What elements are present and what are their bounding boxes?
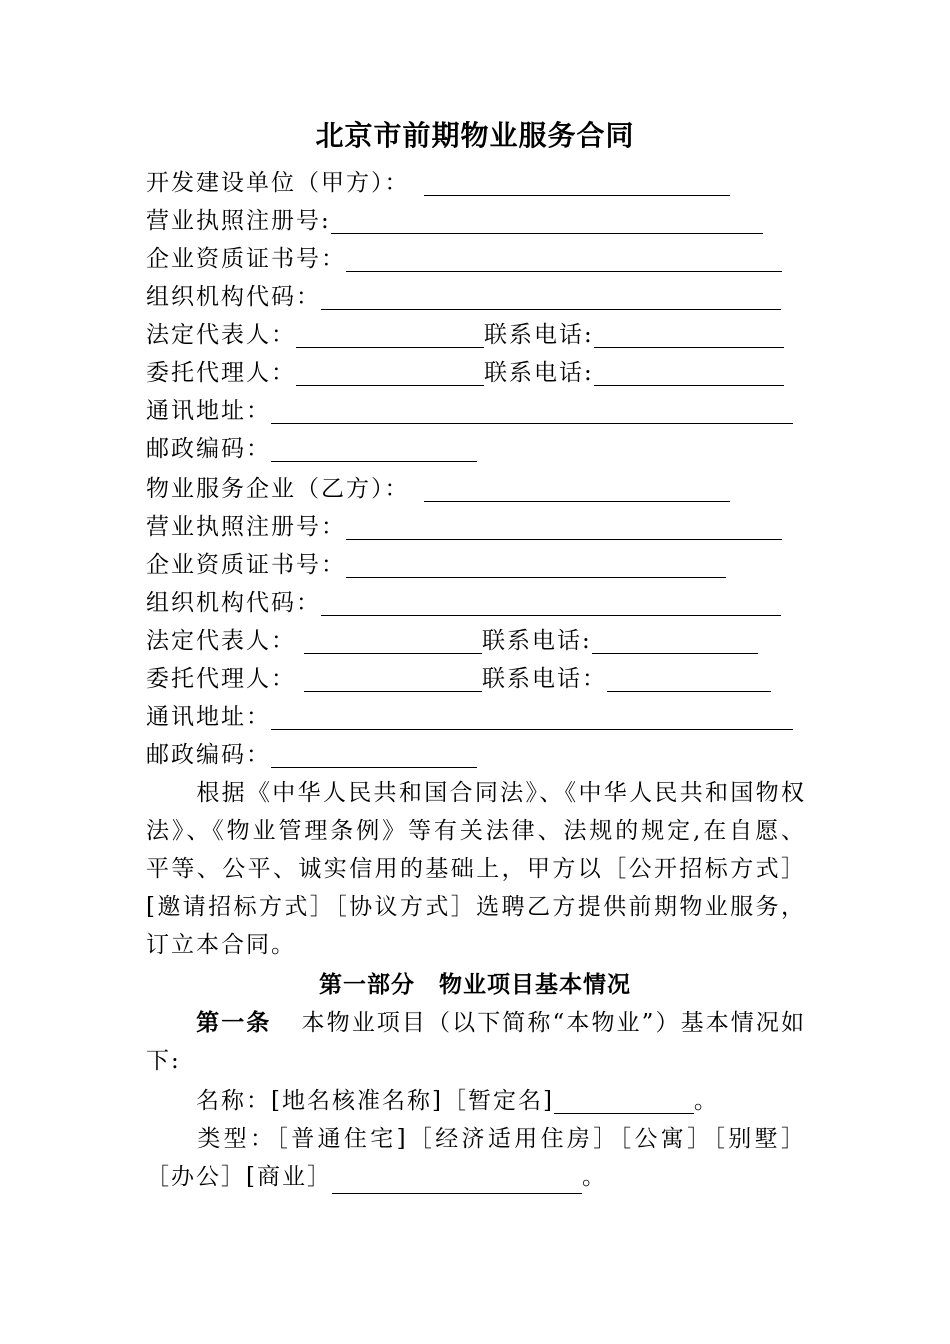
party-b-qualification-label: 企业资质证书号： [146, 552, 346, 578]
party-b-address-label: 通讯地址： [146, 704, 271, 730]
article-1-paragraph [146, 1004, 806, 1080]
party-a-qualification-line [146, 236, 782, 274]
party-b-phone2-label: 联系电话： [482, 666, 607, 692]
party-a-phone1-blank[interactable] [594, 321, 784, 348]
property-type-paragraph [146, 1120, 806, 1196]
party-b-license-label: 营业执照注册号： [146, 514, 346, 540]
property-name-line [196, 1078, 719, 1116]
party-b-agent-label: 委托代理人： [146, 666, 296, 692]
property-type-end: 。 [581, 1164, 607, 1190]
party-b-postcode-blank[interactable] [271, 741, 477, 768]
party-b-company-blank[interactable] [424, 475, 730, 502]
party-a-legal-rep-blank[interactable] [296, 321, 484, 348]
party-a-phone1-label: 联系电话: [484, 322, 594, 348]
preamble-text: 根据《中华人民共和国合同法》、《中华人民共和国物权法》、《物业管理条例》等有关法律、法规的规定,在自愿、平等、公平、诚实信用的基础上，甲方以［公开招标方式］[邀请招标方式］［协议方式］选聘乙方提供前期物业服务，订立本合同。 [146, 780, 806, 958]
article-1-label: 第一条 [196, 1010, 272, 1036]
party-a-license-label: 营业执照注册号: [146, 208, 331, 234]
party-b-agent-blank[interactable] [304, 665, 482, 692]
party-b-qualification-blank[interactable] [346, 551, 726, 578]
property-name-label: 名称：[地名核准名称]［暂定名] [196, 1088, 554, 1114]
party-a-qualification-blank[interactable] [346, 245, 782, 272]
party-b-legal-rep-blank[interactable] [304, 627, 482, 654]
party-b-postcode-line [146, 732, 477, 770]
party-a-qualification-label: 企业资质证书号： [146, 246, 346, 272]
party-a-agent-blank[interactable] [296, 359, 484, 386]
party-b-license-line [146, 504, 782, 542]
party-a-developer-line [146, 160, 730, 198]
party-b-company-label: 物业服务企业（乙方）： [146, 476, 410, 502]
party-b-org-code-label: 组织机构代码： [146, 590, 321, 616]
party-b-postcode-label: 邮政编码： [146, 742, 271, 768]
party-a-license-blank[interactable] [331, 207, 763, 234]
party-a-developer-label: 开发建设单位（甲方）： [146, 170, 410, 196]
party-b-legal-rep-label: 法定代表人： [146, 628, 296, 654]
party-b-address-blank[interactable] [271, 703, 793, 730]
party-a-address-label: 通讯地址： [146, 398, 271, 424]
party-b-license-blank[interactable] [346, 513, 782, 540]
property-type-blank[interactable] [332, 1169, 582, 1194]
party-a-address-line [146, 388, 793, 426]
party-a-agent-line [146, 350, 784, 388]
party-a-org-code-blank[interactable] [321, 283, 781, 310]
party-b-phone2-blank[interactable] [607, 665, 771, 692]
property-name-end: 。 [693, 1088, 719, 1114]
party-a-developer-blank[interactable] [424, 169, 730, 196]
party-b-phone1-blank[interactable] [592, 627, 758, 654]
party-a-phone2-blank[interactable] [594, 359, 784, 386]
party-a-postcode-label: 邮政编码： [146, 436, 271, 462]
party-b-agent-line [146, 656, 771, 694]
party-a-org-code-label: 组织机构代码： [146, 284, 321, 310]
article-1-text: 本物业项目（以下简称“本物业”）基本情况如下: [146, 1010, 806, 1074]
party-a-postcode-line [146, 426, 477, 464]
party-a-legal-rep-line [146, 312, 784, 350]
party-a-phone2-label: 联系电话: [484, 360, 594, 386]
party-a-org-code-line [146, 274, 781, 312]
party-a-license-line [146, 198, 763, 236]
section-1-title: 第一部分 物业项目基本情况 [319, 972, 631, 998]
property-name-blank[interactable] [554, 1087, 694, 1114]
party-b-phone1-label: 联系电话: [482, 628, 592, 654]
party-b-address-line [146, 694, 793, 732]
party-a-address-blank[interactable] [271, 397, 793, 424]
party-b-org-code-line [146, 580, 781, 618]
party-b-qualification-line [146, 542, 726, 580]
party-a-agent-label: 委托代理人： [146, 360, 296, 386]
party-b-org-code-blank[interactable] [321, 589, 781, 616]
preamble-paragraph [146, 774, 806, 964]
contract-title: 北京市前期物业服务合同 [315, 119, 635, 152]
party-a-legal-rep-label: 法定代表人： [146, 322, 296, 348]
party-b-legal-rep-line [146, 618, 758, 656]
party-a-postcode-blank[interactable] [271, 435, 477, 462]
property-type-text: 类型：［普通住宅]［经济适用住房］［公寓］［别墅］［办公］[商业］ [146, 1126, 806, 1190]
party-b-company-line [146, 466, 730, 504]
